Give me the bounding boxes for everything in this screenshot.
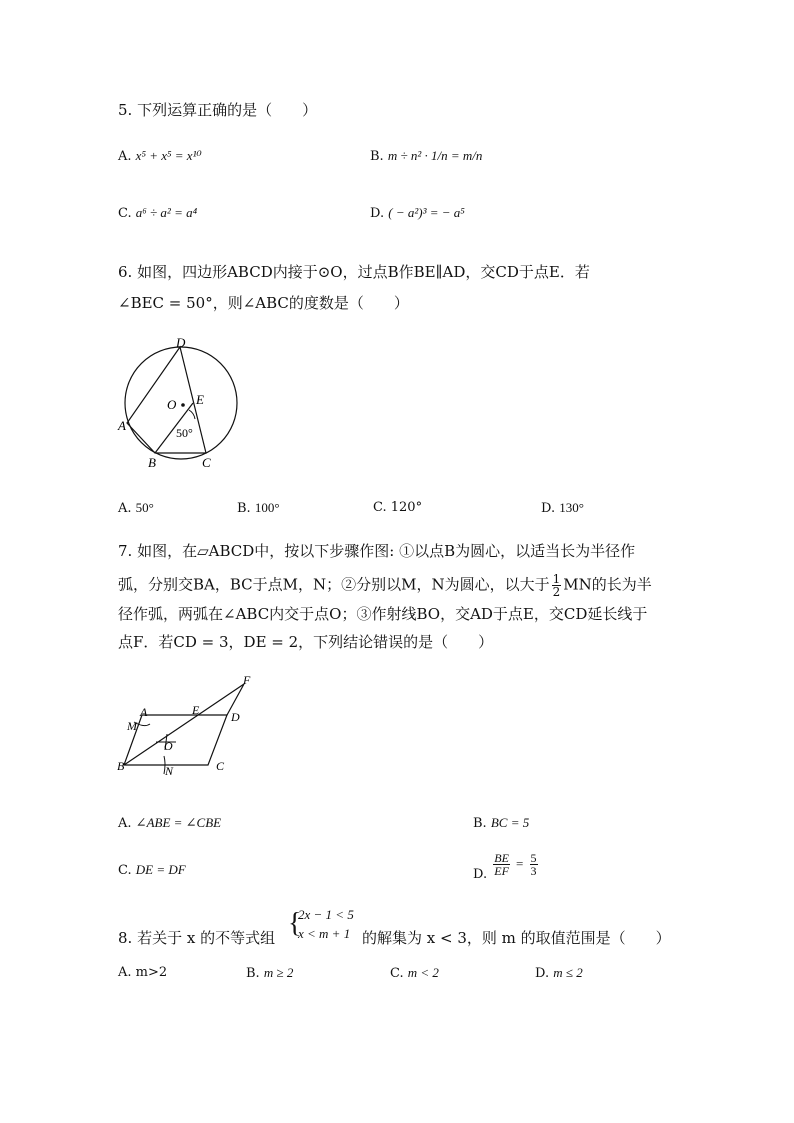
q6-stem-line2: ∠BEC = 50°，则∠ABC的度数是（ ） [118, 294, 409, 312]
option-label: C. [373, 500, 387, 515]
option-label: D. [541, 501, 556, 516]
option-label: D. [370, 206, 385, 221]
label-c: C [216, 759, 225, 773]
label-f: F [243, 673, 251, 687]
option-label: B. [370, 149, 384, 164]
option-text: DE = DF [135, 862, 186, 877]
option-text: m ≤ 2 [553, 965, 583, 980]
fraction-denominator: 2 [552, 585, 561, 599]
q5-option-d[interactable] [370, 205, 465, 221]
label-n: N [165, 764, 174, 778]
q7-stem-line2-a: 弧，分别交BA，BC于点M，N；②分别以M，N为圆心，以大于 [118, 575, 550, 594]
circle-o [125, 347, 237, 459]
angle-label: 50° [176, 426, 193, 440]
option-label: A. [118, 149, 132, 164]
option-text: 130° [559, 500, 584, 515]
ray-bf [124, 684, 244, 765]
option-text: m>2 [135, 965, 168, 980]
label-b: B [148, 455, 156, 470]
option-label: A. [118, 501, 132, 516]
left-brace: { [288, 908, 302, 939]
q5-stem: 5. 下列运算正确的是（ ） [118, 101, 318, 119]
angle-arc [189, 410, 195, 419]
label-m: M [127, 719, 137, 733]
q5-option-a[interactable] [118, 148, 202, 164]
q5-option-c[interactable] [118, 205, 197, 221]
fraction-numerator: 1 [552, 572, 561, 586]
option-label: C. [390, 966, 404, 981]
equals-sign: = [516, 856, 524, 871]
q7-stem-line4: 点F．若CD = 3，DE = 2，下列结论错误的是（ ） [118, 633, 494, 651]
q8-option-a[interactable] [118, 965, 167, 980]
fraction-numerator: 5 [530, 851, 537, 865]
inequality-line-2: x < m + 1 [298, 926, 351, 941]
option-text: 50° [135, 500, 154, 515]
q6-option-b[interactable] [237, 500, 280, 516]
fraction-numerator: BE [494, 851, 509, 865]
label-c: C [202, 455, 211, 470]
option-text: m ÷ n² · 1/n = m/n [387, 148, 483, 163]
q8-stem-a: 8. 若关于 x 的不等式组 [118, 929, 276, 947]
q6-figure [110, 330, 250, 475]
fraction-be-ef [493, 852, 510, 877]
center-o-point [181, 403, 185, 407]
inequality-line-1: 2x − 1 < 5 [298, 907, 354, 922]
label-d: D [176, 335, 186, 350]
q7-option-d[interactable] [473, 852, 540, 882]
q8-stem-b: 的解集为 x < 3，则 m 的取值范围是（ ） [362, 929, 671, 947]
fraction-denominator: EF [494, 864, 509, 878]
option-text: ∠ABE = ∠CBE [135, 815, 222, 830]
option-label: A. [118, 816, 132, 831]
q7-stem-line2-b: MN的长为半 [563, 575, 652, 594]
q6-option-c[interactable] [373, 500, 422, 515]
q7-stem-line2 [118, 573, 652, 598]
fraction-5-3 [530, 852, 538, 877]
label-o: O [167, 397, 177, 412]
option-label: D. [535, 966, 550, 981]
q6-option-d[interactable] [541, 500, 584, 516]
option-text: a⁶ ÷ a² = a⁴ [135, 205, 198, 220]
option-text: ( − a²)³ = − a⁵ [388, 205, 465, 220]
option-text: 120° [390, 500, 423, 515]
label-e: E [196, 392, 204, 407]
option-text: 100° [254, 500, 280, 515]
option-label: D. [473, 867, 488, 882]
option-text: x⁵ + x⁵ = x¹⁰ [135, 148, 202, 163]
option-label: B. [473, 816, 487, 831]
option-label: A. [118, 965, 132, 980]
q7-option-c[interactable] [118, 862, 186, 878]
inequality-system [288, 905, 356, 945]
q5-option-b[interactable] [370, 148, 482, 164]
label-b: B [117, 759, 125, 773]
option-text: m ≥ 2 [263, 965, 294, 980]
q7-option-b[interactable] [473, 815, 529, 831]
q6-stem-line1: 6. 如图，四边形ABCD内接于⊙O，过点B作BE∥AD，交CD于点E．若 [118, 263, 590, 281]
fraction-half [552, 573, 562, 598]
label-o: O [164, 739, 173, 753]
label-a: A [140, 705, 148, 719]
option-text: BC = 5 [490, 815, 530, 830]
q8-option-d[interactable] [535, 965, 583, 981]
label-d: D [231, 710, 240, 724]
q7-stem-line3: 径作弧，两弧在∠ABC内交于点O；③作射线BO，交AD于点E，交CD延长线于 [118, 605, 648, 623]
option-text: m < 2 [407, 965, 439, 980]
q7-stem-line1: 7. 如图，在▱ABCD中，按以下步骤作图: ①以点B为圆心，以适当长为半径作 [118, 542, 636, 560]
label-a: A [118, 418, 126, 433]
fraction-denominator: 3 [530, 864, 537, 878]
label-e: E [192, 703, 200, 717]
parallelogram-abcd [124, 715, 227, 765]
option-label: B. [246, 966, 260, 981]
q7-option-a[interactable] [118, 815, 221, 831]
q8-option-c[interactable] [390, 965, 439, 981]
q6-option-a[interactable] [118, 500, 154, 516]
option-label: C. [118, 863, 132, 878]
option-label: B. [237, 501, 251, 516]
q7-figure [112, 672, 262, 782]
q8-option-b[interactable] [246, 965, 293, 981]
option-label: C. [118, 206, 132, 221]
